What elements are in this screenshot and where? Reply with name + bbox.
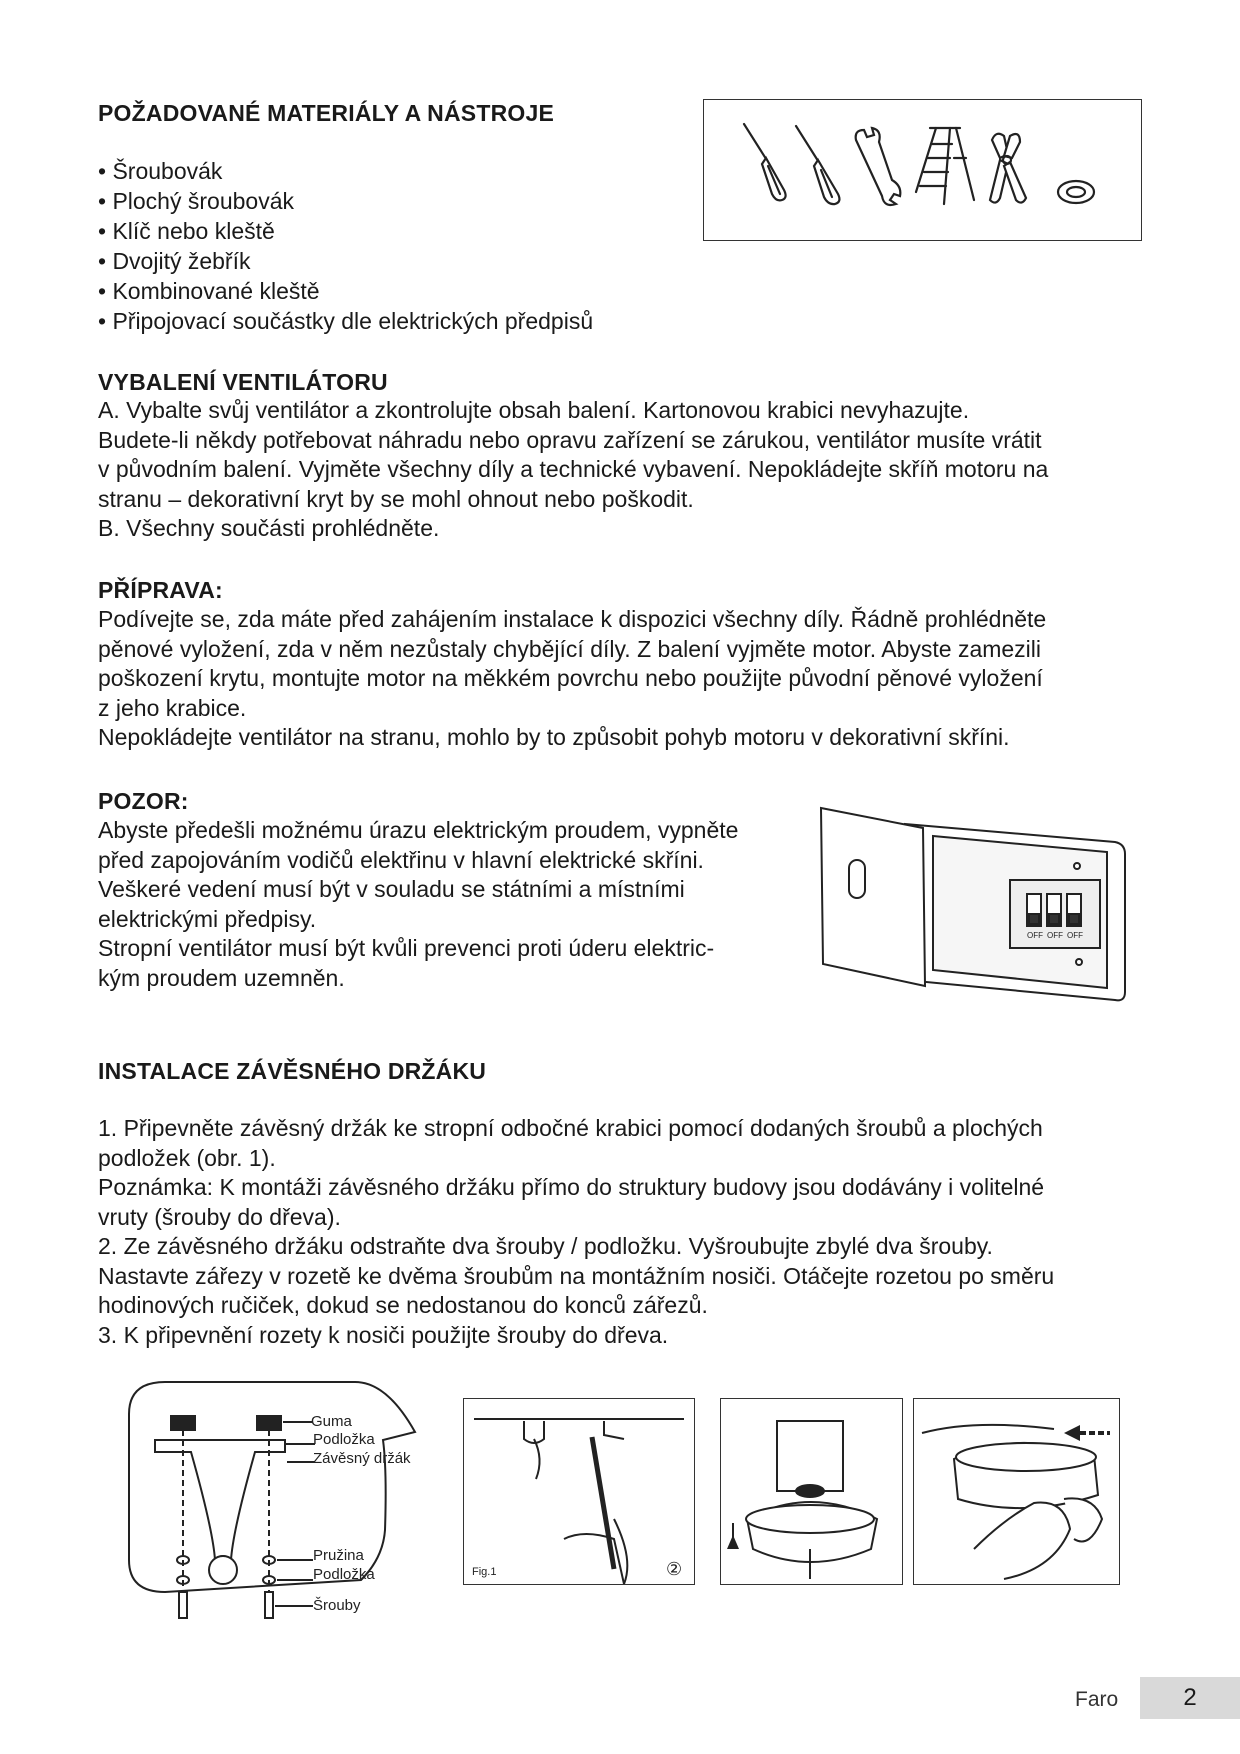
text-line: Stropní ventilátor musí být kvůli prevenci proti úderu elektric-: [98, 935, 715, 961]
diagram-label-washer: Podložka: [313, 1566, 375, 1583]
text-line: 2. Ze závěsného držáku odstraňte dva šrouby / podložku. Vyšroubujte zbylé dva šrouby.: [98, 1233, 993, 1259]
text-line: 3. K připevnění rozety k nosiči použijte šrouby do dřeva.: [98, 1321, 669, 1348]
text-line: poškození krytu, montujte motor na měkkém povrchu nebo použijte původní pěnové vyložení: [98, 665, 1043, 691]
text-line: elektrickými předpisy.: [98, 905, 317, 932]
text-line: Abyste předešli možnému úrazu elektrickým proudem, vypněte: [98, 817, 739, 843]
list-item: • Šroubovák: [98, 158, 223, 184]
list-item: • Připojovací součástky dle elektrických předpisů: [98, 308, 594, 334]
switch-label: OFF: [1027, 931, 1043, 940]
list-item: • Klíč nebo kleště: [98, 218, 275, 244]
bracket-exploded-diagram: [125, 1380, 465, 1630]
flat-screwdriver-icon: [796, 126, 839, 204]
step-number: ②: [666, 1559, 683, 1580]
text-line: A. Vybalte svůj ventilátor a zkontrolujte obsah balení. Kartonovou krabici nevyhazujte.: [98, 397, 970, 423]
diagram-label-rubber: Guma: [311, 1413, 352, 1430]
text-line: Veškeré vedení musí být v souladu se státními a místními: [98, 876, 685, 902]
diagram-label-screws: Šrouby: [313, 1597, 361, 1614]
fig-caption: Fig.1: [472, 1566, 497, 1578]
text-line: pěnové vyložení, zda v něm nezůstaly chybějící díly. Z balení vyjměte motor. Abyste zamezili: [98, 635, 1042, 662]
text-line: stranu – dekorativní kryt by se mohl ohnout nebo poškodit.: [98, 485, 694, 512]
installation-text: [98, 1114, 1054, 1350]
switch-label: OFF: [1067, 931, 1083, 940]
ladder-icon: [916, 128, 974, 204]
text-line: 1. Připevněte závěsný držák ke stropní odbočné krabici pomocí dodaných šroubů a plochých: [98, 1115, 1043, 1141]
list-item: • Plochý šroubovák: [98, 188, 294, 214]
footer-brand: Faro: [1075, 1688, 1119, 1711]
materials-list: [98, 156, 593, 336]
text-line: hodinových ručiček, dokud se nedostanou do konců zářezů.: [98, 1292, 708, 1318]
panel-door: [821, 808, 925, 986]
wrench-icon: [856, 128, 901, 205]
text-line: Poznámka: K montáži závěsného držáku přímo do struktury budovy jsou dodávány i volitelné: [98, 1174, 1045, 1200]
electrical-panel-illustration: [815, 802, 1135, 1012]
text-line: Nepokládejte ventilátor na stranu, mohlo by to způsobit pohyb motoru v dekorativní skříni.: [98, 724, 1010, 750]
text-line: v původním balení. Vyjměte všechny díly a technické vybavení. Nepokládejte skříň motoru na: [98, 456, 1049, 482]
preparation-text: [98, 605, 1046, 753]
materials-heading: POŽADOVANÉ MATERIÁLY A NÁSTROJE: [98, 100, 555, 126]
tools-drawing: [704, 100, 1141, 240]
connector-ring-icon: [1058, 181, 1094, 203]
installation-heading: INSTALACE ZÁVĚSNÉHO DRŽÁKU: [98, 1058, 487, 1084]
pliers-icon: [990, 134, 1026, 203]
text-line: podložek (obr. 1).: [98, 1144, 276, 1171]
canopy-illustration: [720, 1398, 903, 1585]
text-line: B. Všechny součásti prohlédněte.: [98, 515, 440, 541]
diagram-label-spring: Pružina: [313, 1547, 364, 1564]
caution-heading: POZOR:: [98, 788, 189, 814]
unpacking-text: [98, 396, 1048, 544]
tools-illustration: [703, 99, 1142, 241]
text-line: Nastavte zářezy v rozetě ke dvěma šroubům na montážním nosiči. Otáčejte rozetou po směru: [98, 1262, 1055, 1289]
list-item: • Dvojitý žebřík: [98, 248, 251, 274]
page-number: 2: [1140, 1677, 1240, 1719]
text-line: před zapojováním vodičů elektřinu v hlavní elektrické skříni.: [98, 846, 704, 873]
canopy-rotate-illustration: [913, 1398, 1120, 1585]
text-line: kým proudem uzemněn.: [98, 964, 345, 991]
unpacking-heading: VYBALENÍ VENTILÁTORU: [98, 369, 388, 395]
text-line: Podívejte se, zda máte před zahájením instalace k dispozici všechny díly. Řádně prohlédněte: [98, 606, 1047, 632]
text-line: Budete-li někdy potřebovat náhradu nebo opravu zařízení se zárukou, ventilátor musíte vrátit: [98, 426, 1042, 453]
list-item: • Kombinované kleště: [98, 278, 320, 304]
text-line: vruty (šrouby do dřeva).: [98, 1203, 341, 1230]
screwdriver-icon: [744, 124, 786, 200]
preparation-heading: PŘÍPRAVA:: [98, 577, 223, 603]
diagram-label-bracket: Závěsný držák: [313, 1450, 411, 1467]
switch-label: OFF: [1047, 931, 1063, 940]
diagram-label-washer: Podložka: [313, 1431, 375, 1448]
door-handle-icon: [849, 860, 865, 898]
caution-text: [98, 816, 738, 993]
text-line: z jeho krabice.: [98, 694, 247, 721]
fig1-illustration: [463, 1398, 695, 1585]
